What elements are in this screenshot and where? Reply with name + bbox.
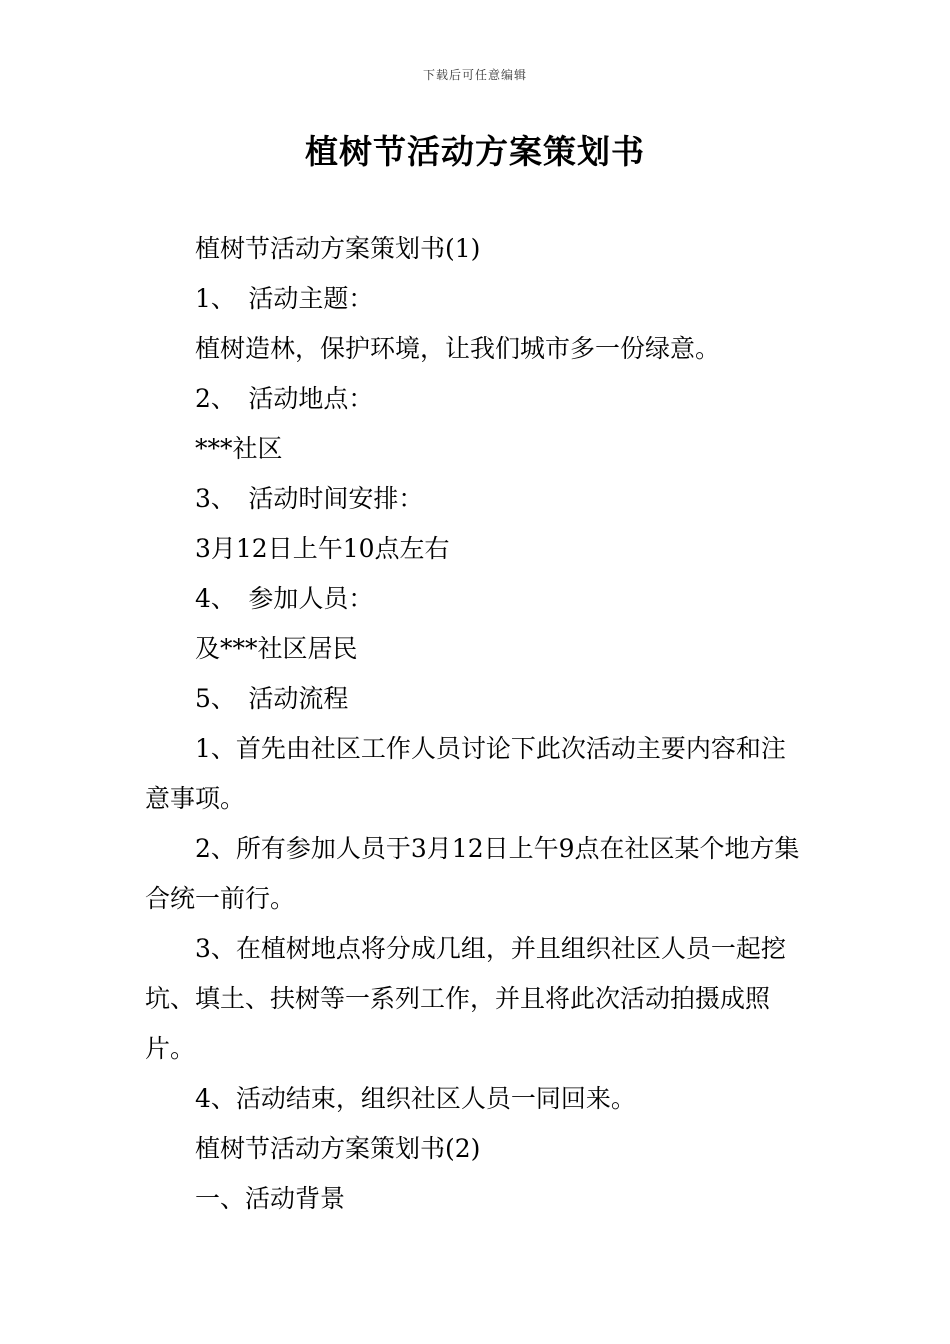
paragraph-participants: 及***社区居民 <box>195 634 358 663</box>
section-heading-2: 植树节活动方案策划书(2) <box>195 1134 481 1163</box>
item-heading-time: 3、 活动时间安排： <box>195 484 424 513</box>
section-heading-1: 植树节活动方案策划书(1) <box>195 234 481 263</box>
header-note: 下载后可任意编辑 <box>422 68 527 82</box>
paragraph-process-step-4: 4、活动结束，组织社区人员一同回来。 <box>195 1084 636 1113</box>
paragraph-location: ***社区 <box>195 434 283 463</box>
item-heading-location: 2、 活动地点： <box>195 384 374 413</box>
item-heading-participants: 4、 参加人员： <box>195 584 374 613</box>
paragraph-theme: 植树造林，保护环境，让我们城市多一份绿意。 <box>195 334 721 363</box>
paragraph-process-step-2: 2、所有参加人员于3月12日上午9点在社区某个地方集合统一前行。 <box>145 834 800 913</box>
subsection-heading-background: 一、活动背景 <box>195 1184 346 1213</box>
item-heading-theme: 1、 活动主题： <box>195 284 374 313</box>
paragraph-time: 3月12日上午10点左右 <box>195 534 450 563</box>
document-title: 植树节活动方案策划书 <box>305 132 645 171</box>
item-heading-process: 5、 活动流程 <box>195 684 349 713</box>
paragraph-process-step-3: 3、在植树地点将分成几组，并且组织社区人员一起挖坑、填土、扶树等一系列工作，并且将此次活动拍摄成照片。 <box>145 934 786 1063</box>
paragraph-process-step-1: 1、首先由社区工作人员讨论下此次活动主要内容和注意事项。 <box>145 734 786 813</box>
document-body <box>145 224 810 1224</box>
